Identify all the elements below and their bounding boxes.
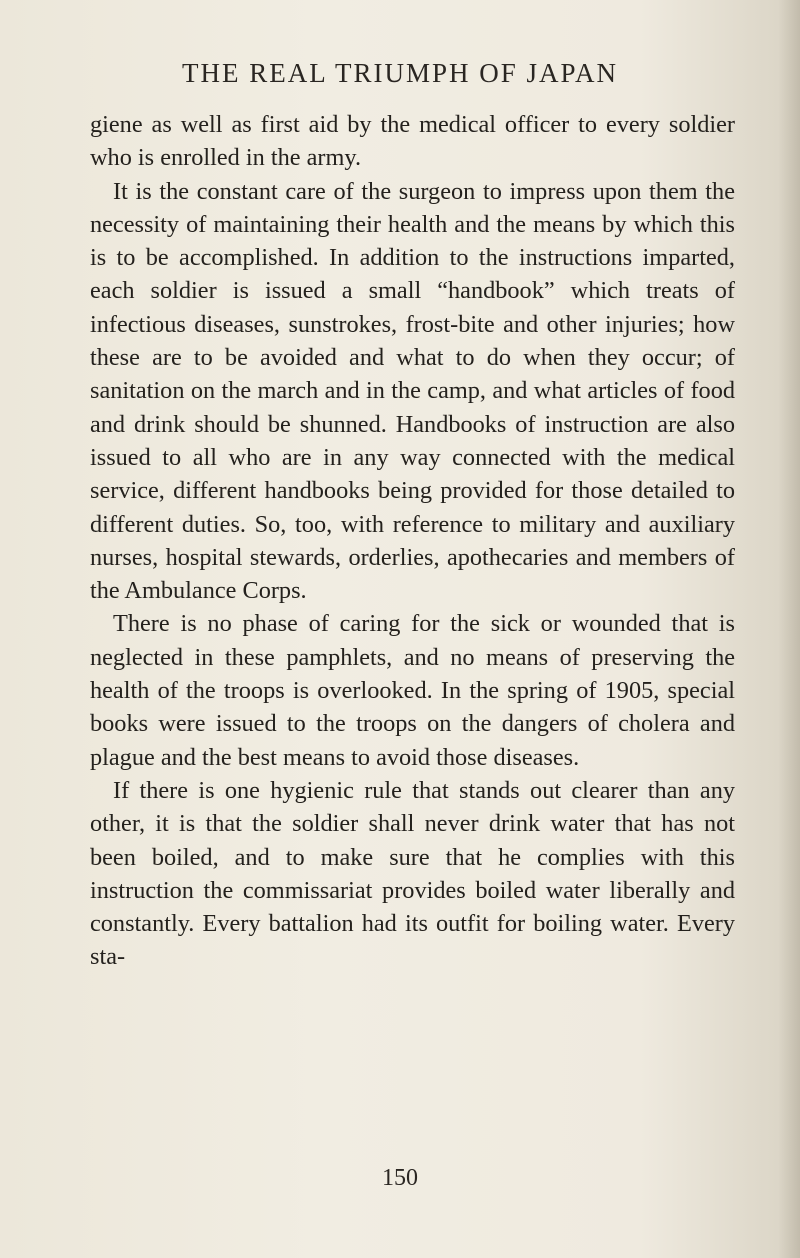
page-number: 150: [382, 1165, 418, 1191]
paragraph-surgeon-handbooks: It is the constant care of the surgeon to impress upon them the necessity of maintaining their health and the means by which this is to be accomplished. In addition to the instructions imparted, each soldier is issued a small “handbook” which treats of infectious diseases, sunstrokes, frost-bite and other injuries; how these are to be avoided and what to do when they occur; of sanitation on the march and in the camp, and what articles of food and drink should be shunned. Handbooks of instruction are also issued to all who are in any way connected with the medical service, different handbooks being provided for those detailed to different duties. So, too, with reference to military and auxiliary nurses, hospital stewards, orderlies, apothecaries and members of the Ambulance Corps.: [90, 177, 735, 605]
page-edge-shadow: [778, 0, 800, 1258]
page-body: [90, 108, 735, 974]
running-title: THE REAL TRIUMPH OF JAPAN: [181, 58, 619, 88]
paragraph-continuation: giene as well as first aid by the medical officer to every soldier who is enrolled in the army.: [90, 111, 735, 172]
paragraph-pamphlets: There is no phase of caring for the sick or wounded that is neglected in these pamphlets, and no means of preserving the health of the troops is overlooked. In the spring of 1905, special books were issued to the troops on the dangers of cholera and plague and the best means to avoid those diseases.: [90, 610, 735, 771]
paragraph-boiled-water: If there is one hygienic rule that stands out clearer than any other, it is that the soldier shall never drink water that has not been boiled, and to make sure that he complies with this instruction the commissariat provides boiled water liberally and constantly. Every battalion had its outfit for boiling water. Every sta-: [90, 776, 735, 971]
